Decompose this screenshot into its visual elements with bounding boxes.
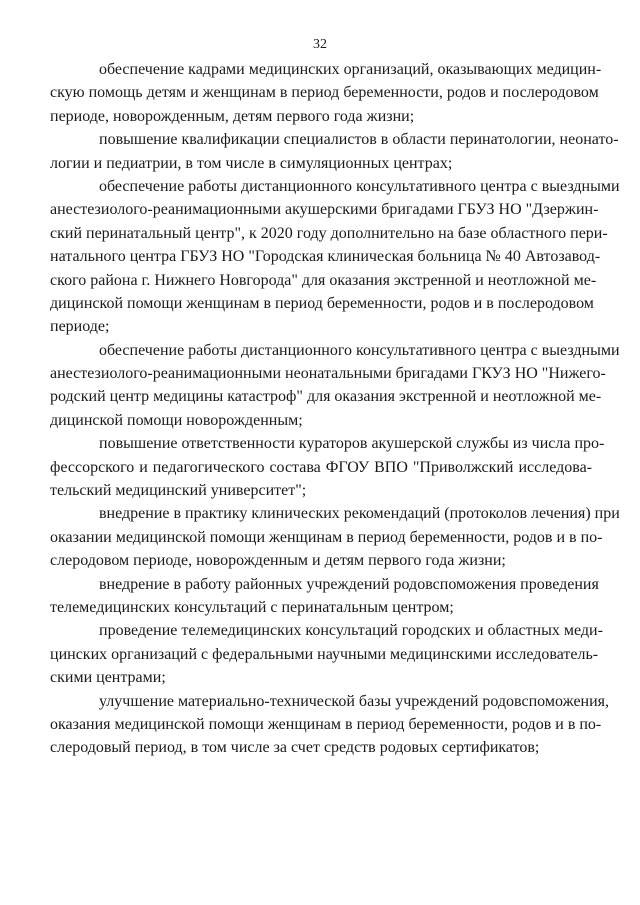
text-line: скими центрами; [50, 669, 166, 687]
paragraph [50, 573, 599, 620]
paragraph [50, 128, 619, 175]
paragraph [50, 502, 620, 572]
text-line: слеродовом периоде, новорожденным и детям первого года жизни; [50, 552, 506, 570]
text-line: повышение квалификации специалистов в области перинатологии, неонато- [99, 131, 619, 149]
text-line: периоде, новорожденным, детям первого года жизни; [50, 107, 415, 125]
text-line: тельский медицинский университет"; [50, 482, 307, 500]
text-line: анестезиолого-реанимационными неонатальными бригадами ГКУЗ НО "Нижего- [50, 365, 606, 383]
text-line: слеродовый период, в том числе за счет средств родовых сертификатов; [50, 739, 540, 757]
text-line: родский центр медицины катастроф" для оказания экстренной и неотложной ме- [50, 388, 602, 406]
text-line: периоде; [50, 318, 110, 336]
text-line: натального центра ГБУЗ НО "Городская клиническая больница № 40 Автозавод- [50, 248, 601, 266]
text-line: внедрение в работу районных учреждений родовспоможения проведения [99, 575, 599, 593]
page-number: 32 [313, 37, 327, 52]
text-line: проведение телемедицинских консультаций городских и областных меди- [99, 622, 603, 640]
text-line: ского района г. Нижнего Новгорода" для оказания экстренной и неотложной ме- [50, 271, 597, 289]
text-line: внедрение в практику клинических рекомендаций (протоколов лечения) при [99, 505, 620, 523]
text-line: оказания медицинской помощи женщинам в период беременности, родов и в по- [50, 715, 602, 733]
text-line: оказании медицинской помощи женщинам в период беременности, родов и в по- [50, 528, 603, 546]
text-line: дицинской помощи женщинам в период беременности, родов и в послеродовом [50, 294, 594, 312]
text-line: логии и педиатрии, в том числе в симуляционных центрах; [50, 154, 453, 172]
paragraph [50, 58, 602, 128]
text-line: обеспечение работы дистанционного консультативного центра с выездными [99, 177, 620, 195]
paragraph [50, 339, 620, 433]
text-line: обеспечение работы дистанционного консультативного центра с выездными [99, 341, 620, 359]
text-line: дицинской помощи новорожденным; [50, 411, 303, 429]
paragraph [50, 690, 610, 760]
text-line: улучшение материально-технической базы учреждений родовспоможения, [99, 692, 610, 710]
text-line: анестезиолого-реанимационными акушерскими бригадами ГБУЗ НО "Дзержин- [50, 201, 599, 219]
text-line: ский перинатальный центр", к 2020 году дополнительно на базе областного пери- [50, 224, 608, 242]
document-body [50, 58, 620, 760]
paragraph [50, 432, 605, 502]
text-line: обеспечение кадрами медицинских организаций, оказывающих медицин- [99, 61, 602, 78]
paragraph [50, 175, 620, 339]
text-line: повышение ответственности кураторов акушерской службы из числа про- [99, 435, 605, 453]
text-line: цинских организаций с федеральными научными медицинскими исследователь- [50, 645, 599, 663]
text-line: скую помощь детям и женщинам в период беременности, родов и послеродовом [50, 84, 599, 102]
text-line: фессорского и педагогического состава ФГОУ ВПО "Приволжский исследова- [50, 458, 592, 476]
text-line: телемедицинских консультаций с перинатальным центром; [50, 598, 454, 616]
paragraph [50, 619, 603, 689]
